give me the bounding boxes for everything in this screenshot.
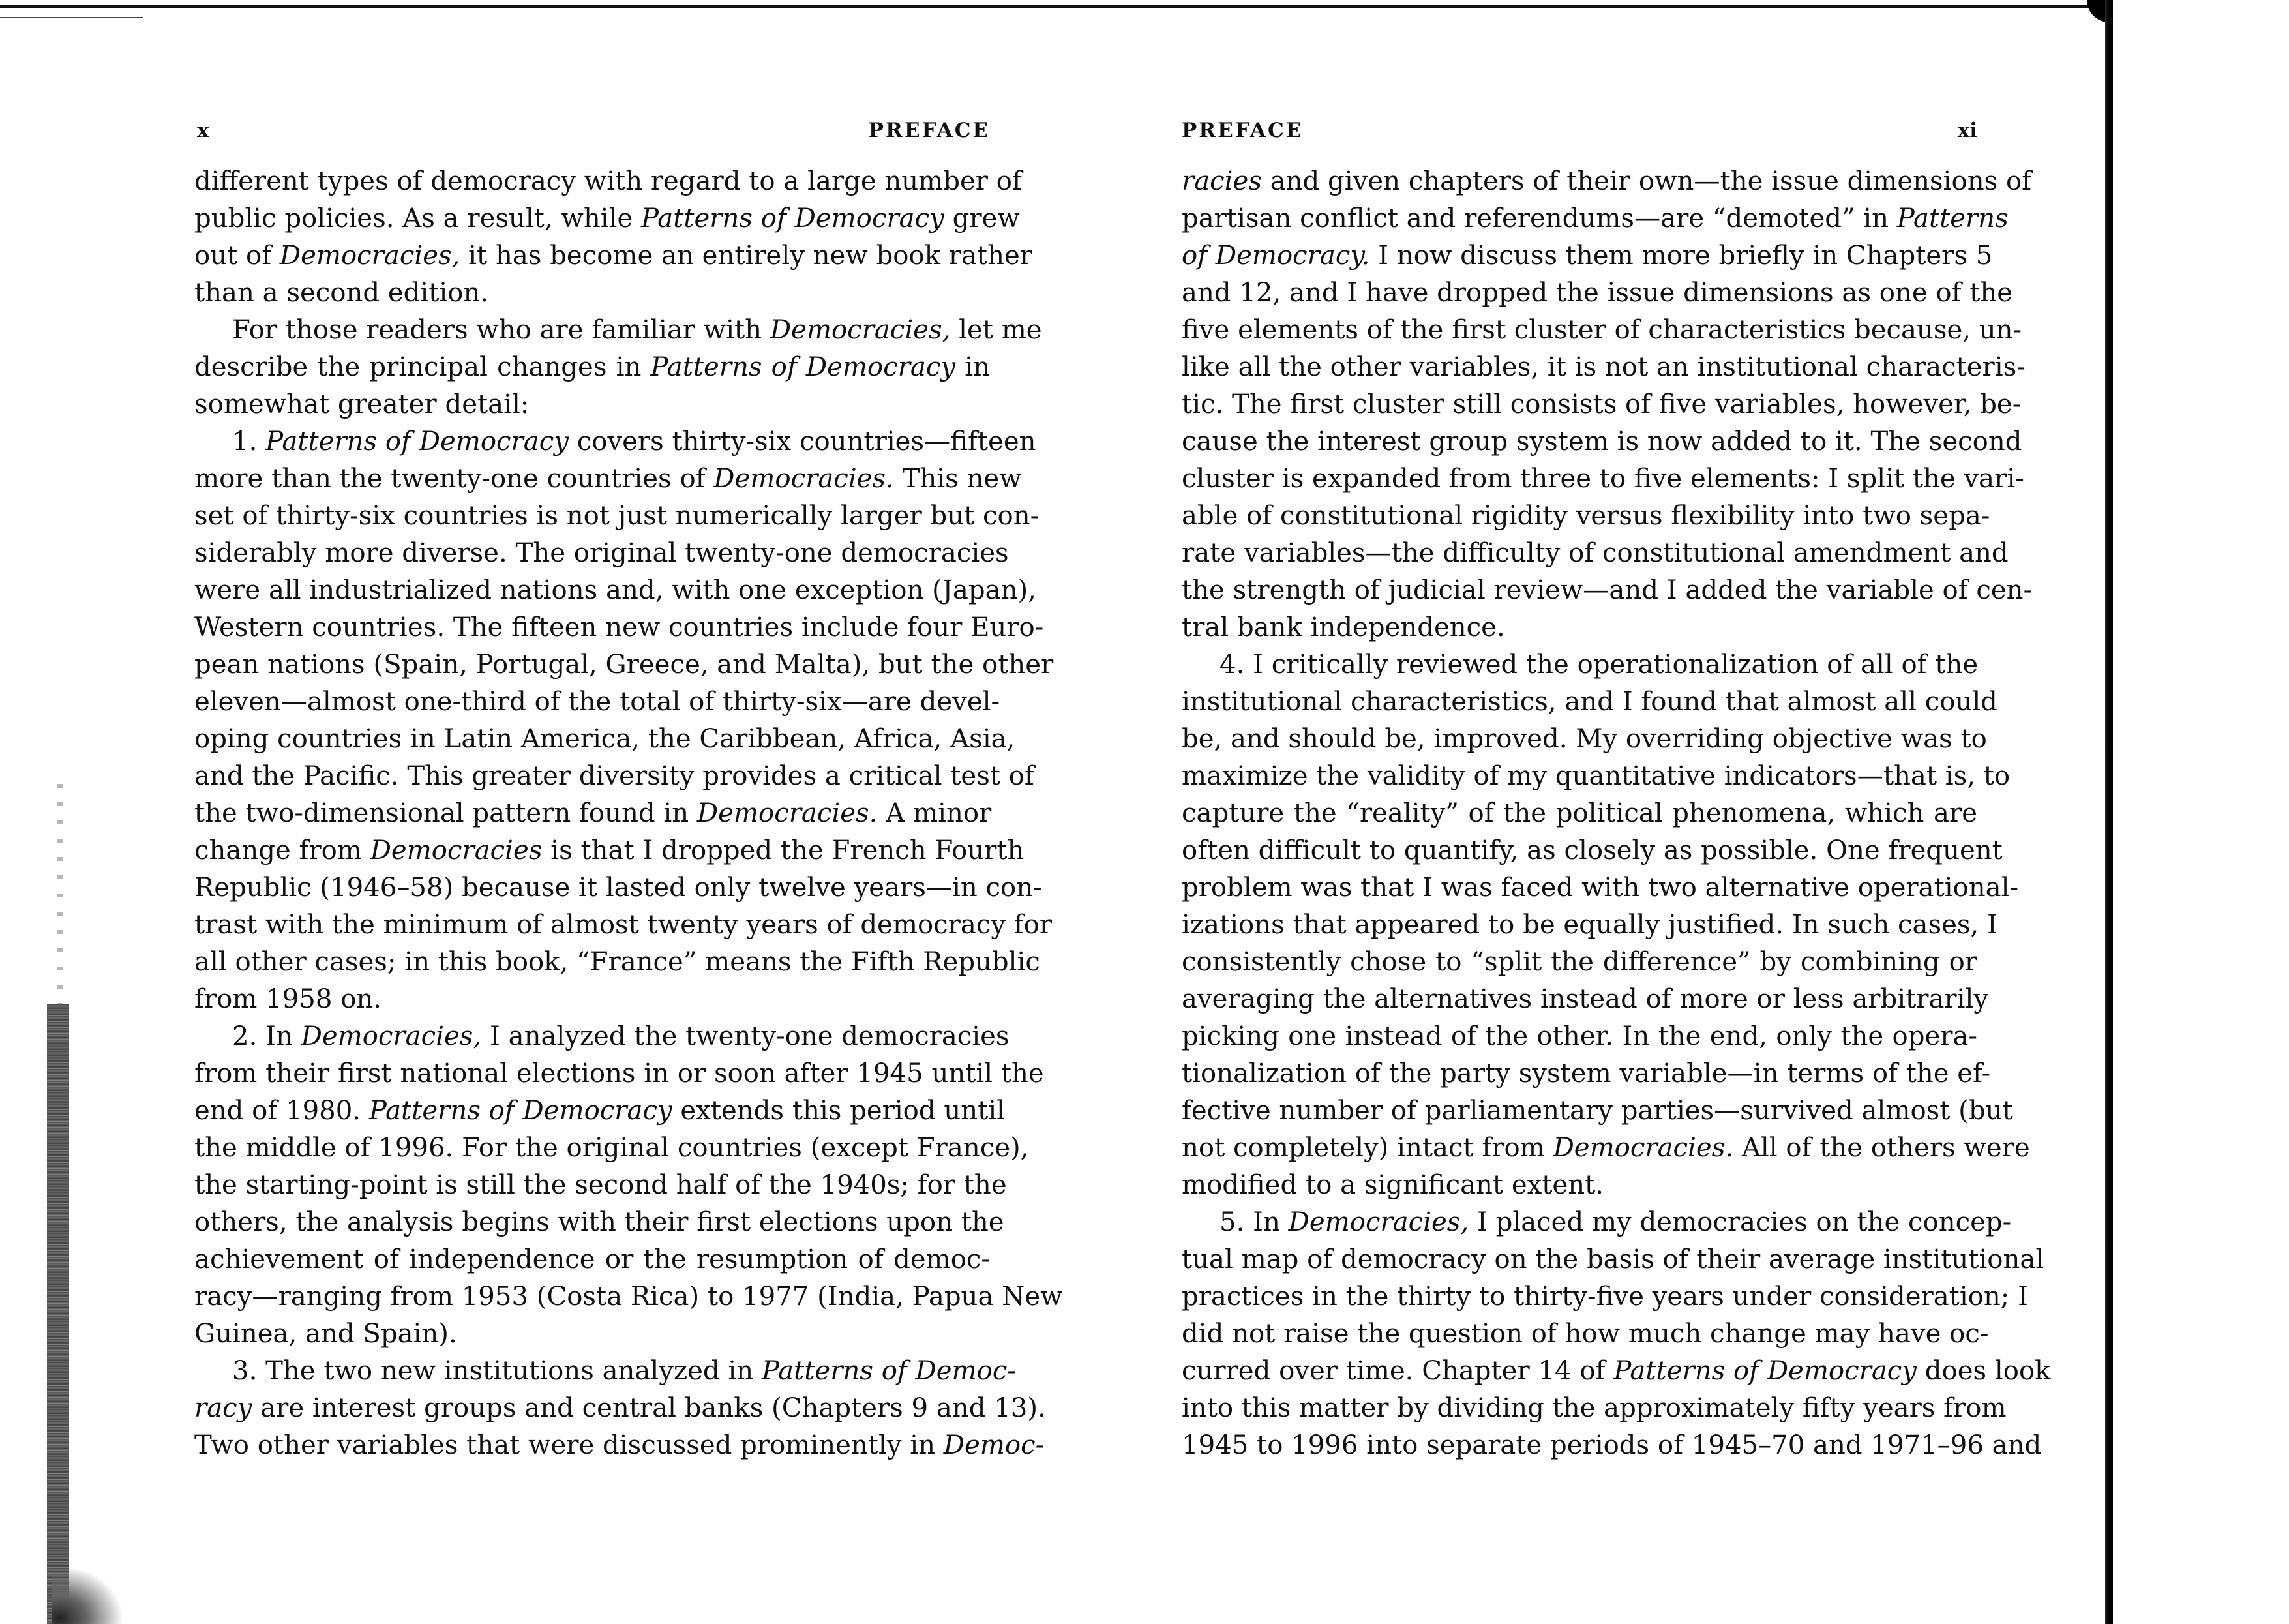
text-segment: public policies. As a result, while — [194, 203, 642, 233]
text-line — [1182, 795, 1977, 832]
text-line — [194, 200, 1020, 237]
text-line — [194, 572, 1036, 609]
text-segment: consistently chose to “split the difference” by combining or — [1182, 947, 1977, 977]
text-segment: modified to a significant extent. — [1182, 1170, 1604, 1200]
text-line — [194, 832, 1025, 869]
text-segment: Republic (1946–58) because it lasted only twelve years—in con- — [194, 873, 1042, 903]
text-line — [194, 795, 990, 832]
text-segment: all other cases; in this book, “France” means the Fifth Republic — [194, 947, 1040, 977]
text-segment: maximize the validity of my quantitative indicators—that is, to — [1182, 761, 2011, 791]
text-line — [1182, 981, 1989, 1018]
text-segment: change from — [194, 835, 370, 865]
italic-text: Patterns of Democracy — [641, 203, 944, 233]
text-segment: like all the other variables, it is not an institutional characteris- — [1182, 352, 2026, 382]
text-segment: izations that appeared to be equally justified. In such cases, I — [1182, 910, 1997, 940]
right-running-head — [1182, 111, 1977, 150]
text-segment: tral bank independence. — [1182, 612, 1505, 642]
italic-text: Democracies — [370, 835, 543, 865]
text-line — [1182, 1130, 2030, 1167]
text-segment: describe the principal changes in — [194, 352, 651, 382]
left-page-body — [194, 163, 1063, 1464]
text-line — [194, 349, 990, 386]
text-segment: cause the interest group system is now added to it. The second — [1182, 427, 2022, 457]
text-segment: covers thirty-six countries—fifteen — [568, 427, 1036, 457]
text-segment: capture the “reality” of the political phenomena, which are — [1182, 798, 1977, 828]
text-segment: others, the analysis begins with their first elections upon the — [194, 1207, 1004, 1237]
text-line — [194, 1167, 1007, 1204]
text-line — [194, 684, 1000, 721]
left-page-number: x — [197, 119, 209, 142]
text-segment: 4. I critically reviewed the operationalization of all of the — [1219, 650, 1979, 680]
text-line — [194, 535, 1009, 572]
right-page — [1182, 111, 2051, 1464]
text-line — [194, 237, 1032, 275]
text-segment: the middle of 1996. For the original countries (except France), — [194, 1133, 1029, 1163]
text-line — [1182, 646, 1977, 684]
text-segment: oping countries in Latin America, the Caribbean, Africa, Asia, — [194, 724, 1015, 754]
text-line — [194, 1353, 1016, 1390]
italic-text: Patterns of Democ- — [761, 1356, 1016, 1386]
scan-binding-specks — [57, 770, 63, 1004]
text-segment: 1. — [232, 427, 266, 457]
text-segment: into this matter by dividing the approximately fifty years from — [1182, 1393, 2007, 1423]
text-segment: institutional characteristics, and I found that almost all could — [1182, 687, 1997, 717]
scan-right-edge — [2105, 0, 2113, 1624]
text-segment: the starting-point is still the second half of the 1940s; for the — [194, 1170, 1007, 1200]
italic-text: of Democracy. — [1182, 241, 1370, 271]
italic-text: Democracies, — [1288, 1207, 1469, 1237]
text-line — [1182, 423, 2022, 460]
text-segment: more than the twenty-one countries of — [194, 464, 714, 494]
text-segment: somewhat greater detail: — [194, 389, 530, 419]
text-segment: I now discuss them more briefly in Chapters 5 — [1369, 241, 1993, 271]
italic-text: Patterns — [1896, 203, 2009, 233]
scan-corner-smudge — [52, 1565, 124, 1624]
text-line — [1182, 684, 1997, 721]
text-segment: picking one instead of the other. In the end, only the opera- — [1182, 1021, 1977, 1051]
scan-top-edge — [0, 5, 2113, 8]
text-segment: extends this period until — [672, 1096, 1005, 1126]
text-segment: and 12, and I have dropped the issue dimensions as one of the — [1182, 278, 2013, 308]
text-segment: not completely) intact from — [1182, 1133, 1553, 1163]
text-segment: able of constitutional rigidity versus flexibility into two sepa- — [1182, 501, 1990, 531]
text-line — [194, 1018, 1010, 1055]
scan-binding-shadow — [47, 1004, 69, 1624]
italic-text: Democracies, — [770, 315, 951, 345]
text-segment: different types of democracy with regard to a large number of — [194, 166, 1022, 196]
text-segment: let me — [950, 315, 1042, 345]
text-line — [194, 721, 1015, 758]
text-segment: than a second edition. — [194, 278, 489, 308]
left-running-head — [194, 111, 990, 150]
text-line — [194, 1390, 1046, 1427]
text-segment: 5. In — [1219, 1207, 1289, 1237]
italic-text: Democ- — [943, 1430, 1045, 1460]
text-line — [1182, 1018, 1977, 1055]
text-line — [194, 981, 990, 1018]
text-line — [194, 1130, 1029, 1167]
text-line — [194, 1316, 990, 1353]
text-line — [1182, 1092, 2013, 1130]
text-segment: tual map of democracy on the basis of their average institutional — [1182, 1244, 2044, 1274]
text-segment: and the Pacific. This greater diversity provides a critical test of — [194, 761, 1034, 791]
italic-text: Patterns of Democracy — [368, 1096, 672, 1126]
text-segment: For those readers who are familiar with — [232, 315, 770, 345]
text-segment: does look — [1917, 1356, 2051, 1386]
text-segment: the two-dimensional pattern found in — [194, 798, 697, 828]
text-segment: I analyzed the twenty-one democracies — [481, 1021, 1010, 1051]
text-line — [194, 944, 1040, 981]
text-segment: 3. The two new institutions analyzed in — [232, 1356, 762, 1386]
text-line — [194, 1427, 1045, 1464]
text-line — [1182, 535, 2009, 572]
text-line — [1182, 869, 2019, 907]
text-line — [1182, 1204, 2012, 1241]
text-segment: grew — [944, 203, 1020, 233]
right-page-number: xi — [1957, 119, 1977, 142]
text-segment: out of — [194, 241, 280, 271]
italic-text: Democracies. — [713, 464, 894, 494]
text-segment: from their first national elections in or soon after 1945 until the — [194, 1059, 1044, 1089]
text-line — [1182, 200, 2009, 237]
text-line — [194, 1092, 1005, 1130]
italic-text: Democracies, — [301, 1021, 482, 1051]
text-line — [194, 869, 1042, 907]
scan-top-edge-thin — [0, 17, 143, 18]
text-segment: siderably more diverse. The original twenty-one democracies — [194, 538, 1009, 568]
text-segment: trast with the minimum of almost twenty years of democracy for — [194, 910, 1053, 940]
text-line — [194, 1204, 1004, 1241]
italic-text: Democracies, — [279, 241, 460, 271]
text-segment: end of 1980. — [194, 1096, 369, 1126]
text-segment: practices in the thirty to thirty-five years under consideration; I — [1182, 1282, 2028, 1312]
italic-text: Patterns of Democracy — [265, 427, 569, 457]
text-line — [1182, 163, 2032, 200]
text-line — [1182, 944, 1977, 981]
italic-text: Patterns of Democracy — [1613, 1356, 1917, 1386]
text-segment: achievement of independence or the resumption of democ- — [194, 1244, 990, 1274]
text-segment: partisan conflict and referendums—are “demoted” in — [1182, 203, 1897, 233]
text-line — [1182, 1278, 2028, 1316]
text-line — [1182, 1055, 1991, 1092]
text-line — [1182, 1316, 1989, 1353]
text-segment: be, and should be, improved. My overriding objective was to — [1182, 724, 1987, 754]
text-line — [1182, 237, 1993, 275]
right-running-title: PREFACE — [1182, 119, 1304, 142]
text-segment: is that I dropped the French Fourth — [542, 835, 1025, 865]
text-segment: often difficult to quantify, as closely as possible. One frequent — [1182, 835, 2003, 865]
text-segment: and given chapters of their own—the issue dimensions of — [1261, 166, 2032, 196]
text-segment: 1945 to 1996 into separate periods of 1945–70 and 1971–96 and — [1182, 1430, 2042, 1460]
text-line — [1182, 721, 1987, 758]
italic-text: racies — [1182, 166, 1262, 196]
text-line — [194, 646, 1054, 684]
text-segment: did not raise the question of how much change may have oc- — [1182, 1319, 1989, 1349]
left-page — [194, 111, 1063, 1464]
text-segment: from 1958 on. — [194, 984, 382, 1014]
text-segment: set of thirty-six countries is not just numerically larger but con- — [194, 501, 1040, 531]
text-line — [194, 1278, 1063, 1316]
text-line — [194, 907, 1053, 944]
text-line — [194, 275, 990, 312]
text-line — [194, 1241, 990, 1278]
text-segment: problem was that I was faced with two alternative operational- — [1182, 873, 2019, 903]
text-line — [1182, 1427, 2042, 1464]
text-segment: curred over time. Chapter 14 of — [1182, 1356, 1614, 1386]
text-line — [194, 1055, 1044, 1092]
italic-text: Patterns of Democracy — [650, 352, 956, 382]
text-line — [194, 498, 1040, 535]
text-segment: Guinea, and Spain). — [194, 1319, 457, 1349]
text-segment: All of the others were — [1733, 1133, 2030, 1163]
text-segment: pean nations (Spain, Portugal, Greece, and Malta), but the other — [194, 650, 1054, 680]
text-line — [1182, 758, 2011, 795]
text-line — [1182, 1167, 1977, 1204]
text-line — [1182, 275, 2013, 312]
text-line — [1182, 460, 2024, 498]
text-line — [194, 460, 1022, 498]
text-line — [194, 312, 1042, 349]
text-line — [1182, 386, 2022, 423]
text-segment: averaging the alternatives instead of more or less arbitrarily — [1182, 984, 1989, 1014]
text-line — [1182, 1241, 2044, 1278]
text-line — [1182, 572, 2033, 609]
text-segment: This new — [893, 464, 1022, 494]
text-segment: the strength of judicial review—and I added the variable of cen- — [1182, 575, 2033, 605]
text-segment: were all industrialized nations and, with one exception (Japan), — [194, 575, 1036, 605]
italic-text: Democracies. — [1553, 1133, 1734, 1163]
text-segment: rate variables—the difficulty of constitutional amendment and — [1182, 538, 2009, 568]
text-line — [194, 423, 1036, 460]
text-line — [1182, 1390, 2007, 1427]
text-line — [194, 163, 1022, 200]
text-segment: 2. In — [232, 1021, 301, 1051]
text-segment: racy—ranging from 1953 (Costa Rica) to 1977 (India, Papua New — [194, 1282, 1063, 1312]
text-line — [1182, 312, 2022, 349]
text-line — [1182, 609, 1977, 646]
text-segment: in — [955, 352, 991, 382]
text-line — [194, 386, 990, 423]
text-line — [1182, 498, 1990, 535]
text-segment: tic. The first cluster still consists of five variables, however, be- — [1182, 389, 2022, 419]
text-segment: Two other variables that were discussed prominently in — [194, 1430, 944, 1460]
text-segment: Western countries. The fifteen new countries include four Euro- — [194, 612, 1044, 642]
text-line — [194, 758, 1034, 795]
text-line — [1182, 832, 2003, 869]
text-segment: five elements of the first cluster of characteristics because, un- — [1182, 315, 2022, 345]
text-segment: A minor — [877, 798, 992, 828]
text-segment: it has become an entirely new book rather — [460, 241, 1032, 271]
italic-text: Democracies. — [696, 798, 878, 828]
text-segment: I placed my democracies on the concep- — [1469, 1207, 2012, 1237]
text-line — [1182, 1353, 2051, 1390]
text-line — [194, 609, 1044, 646]
left-running-title: PREFACE — [868, 119, 990, 142]
right-page-body — [1182, 163, 2051, 1464]
text-segment: are interest groups and central banks (Chapters 9 and 13). — [252, 1393, 1046, 1423]
text-line — [1182, 349, 2026, 386]
italic-text: racy — [194, 1393, 252, 1423]
text-segment: cluster is expanded from three to five elements: I split the vari- — [1182, 464, 2024, 494]
text-line — [1182, 907, 1997, 944]
text-segment: fective number of parliamentary parties—survived almost (but — [1182, 1096, 2013, 1126]
text-segment: tionalization of the party system variable—in terms of the ef- — [1182, 1059, 1991, 1089]
text-segment: eleven—almost one-third of the total of thirty-six—are devel- — [194, 687, 1000, 717]
